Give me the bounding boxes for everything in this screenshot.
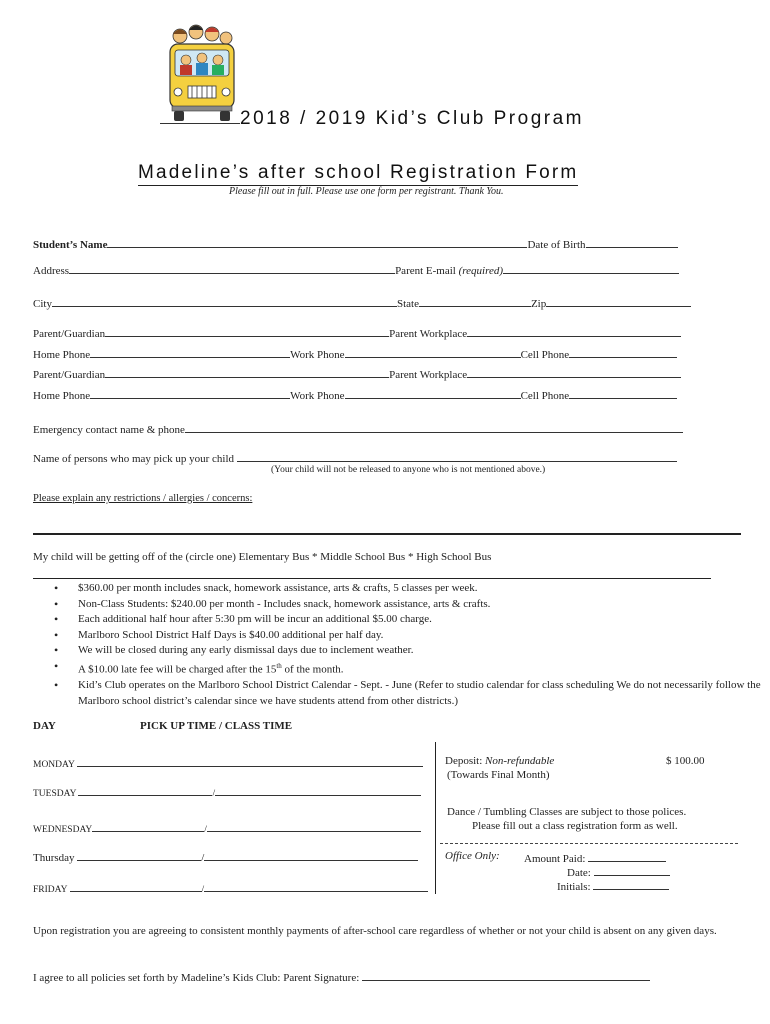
day-label: MONDAY [33,760,75,770]
schedule-row-friday: FRIDAY / [33,880,428,895]
agreement-text: Upon registration you are agreeing to consistent monthly payments of after-school care regardless of whether or not your child is absent on any given days. [33,925,717,937]
tuesday-class-field[interactable] [215,784,421,796]
policy-item: • We will be closed during any early dismissal days due to inclement weather. [78,643,768,659]
amount-paid-row [524,850,666,865]
late-fee-tail: of the month. [281,663,344,676]
deposit-type: Non-refundable [485,755,555,767]
schedule-row-tuesday: TUESDAY / [33,784,421,799]
pickup-persons-field[interactable] [237,450,677,462]
dob-label: Date of Birth [527,239,586,251]
work-phone-field[interactable] [345,346,521,358]
office-date-field[interactable] [594,864,670,876]
parent-workplace-label: Parent Workplace [389,328,468,340]
day-label: TUESDAY [33,789,77,799]
panel-divider [435,742,436,894]
day-label: Thursday [33,852,75,864]
thursday-class-field[interactable] [204,849,418,861]
day-header: DAY [33,720,56,732]
home-phone-label: Home Phone [33,349,91,361]
phone2-row [33,387,677,402]
late-fee-ordinal: th [276,661,282,670]
policy-list [52,581,768,709]
deposit-note: (Towards Final Month) [447,769,550,781]
late-fee-text: A $10.00 late fee will be charged after the 15 [78,663,277,676]
student-name-row [33,236,678,251]
cell-phone-label: Cell Phone [520,390,570,402]
home-phone-label: Home Phone [33,390,91,402]
friday-class-field[interactable] [204,880,428,892]
parent1-row [33,325,681,340]
wednesday-class-field[interactable] [207,820,421,832]
address-row [33,262,679,277]
zip-field[interactable] [546,295,691,307]
program-title: 2018 / 2019 Kid’s Club Program [160,103,584,130]
policy-item: • $360.00 per month includes snack, homework assistance, arts & crafts, 5 classes per week. [78,581,768,597]
office-only-label: Office Only: [445,850,500,862]
home-phone-field[interactable] [90,387,290,399]
home-phone-field[interactable] [90,346,290,358]
schedule-row-wednesday: WEDNESDAY / [33,820,421,835]
initials-label: Initials: [557,881,591,893]
initials-row [557,878,669,893]
form-title: Madeline’s after school Registration Form [138,161,578,186]
pickup-persons-label: Name of persons who may pick up your child [33,453,235,465]
emergency-contact-field[interactable] [185,421,683,433]
schedule-row-monday [33,755,423,770]
policy-item: • Kid’s Club operates on the Marlboro School District Calendar - Sept. - June (Refer to studio calendar for class scheduling We do not necessarily follow the Marlboro school district’s calendar since we have students attend from other districts.) [78,678,768,709]
amount-paid-field[interactable] [588,850,666,862]
friday-pickup-field[interactable] [70,880,202,892]
work-phone-field[interactable] [345,387,521,399]
deposit-label: Deposit: [445,755,483,767]
parent-guardian-label: Parent/Guardian [33,328,106,340]
monday-time-field[interactable] [77,755,423,767]
policy-item [78,659,768,678]
emergency-contact-row [33,421,683,436]
dob-field[interactable] [586,236,678,248]
cell-phone-label: Cell Phone [520,349,570,361]
phone1-row [33,346,677,361]
work-phone-label: Work Phone [290,390,345,402]
parent2-row [33,366,681,381]
parent-guardian-field[interactable] [105,325,389,337]
tuesday-pickup-field[interactable] [78,784,212,796]
pickup-note: (Your child will not be released to anyone who is not mentioned above.) [271,465,546,475]
state-label: State [396,298,419,310]
form-instructions: Please fill out in full. Please use one form per registrant. Thank You. [229,186,504,197]
office-date-label: Date: [567,867,591,879]
city-label: City [33,298,52,310]
signature-label: I agree to all policies set forth by Madeline’s Kids Club: Parent Signature: [33,972,360,984]
city-row [33,295,691,310]
policy-item: • Each additional half hour after 5:30 pm will be incur an additional $5.00 charge. [78,612,768,628]
parent-workplace-field[interactable] [467,325,681,337]
deposit-line [445,755,554,767]
emergency-contact-label: Emergency contact name & phone [33,424,185,436]
parent-email-required: (required) [458,265,504,277]
dance-note-1: Dance / Tumbling Classes are subject to those polices. [447,806,687,818]
day-label: WEDNESDAY [33,825,93,835]
parent-email-label: Parent E-mail [395,265,456,277]
initials-field[interactable] [593,878,669,890]
work-phone-label: Work Phone [290,349,345,361]
day-label: FRIDAY [33,885,68,895]
restrictions-label: Please explain any restrictions / allergies / concerns: [33,493,253,504]
wednesday-pickup-field[interactable] [92,820,204,832]
thursday-pickup-field[interactable] [77,849,201,861]
cell-phone-field[interactable] [569,387,677,399]
parent-workplace-field[interactable] [467,366,681,378]
policy-item: • Marlboro School District Half Days is $40.00 additional per half day. [78,628,768,644]
signature-field[interactable] [362,969,650,981]
bus-underline [33,578,711,579]
parent-guardian-label: Parent/Guardian [33,369,106,381]
time-header: PICK UP TIME / CLASS TIME [140,720,293,732]
deposit-amount: $ 100.00 [666,755,705,767]
city-field[interactable] [52,295,397,307]
policy-item: • Non-Class Students: $240.00 per month - Includes snack, homework assistance, arts & crafts. [78,597,768,613]
zip-label: Zip [530,298,547,310]
student-name-label: Student’s Name [33,239,108,251]
address-label: Address [33,265,70,277]
parent-guardian-field[interactable] [105,366,389,378]
amount-paid-label: Amount Paid: [524,853,586,865]
bus-prompt: My child will be getting off of the (circle one) Elementary Bus * Middle School Bus * High School Bus [33,551,492,563]
office-divider [440,843,738,844]
student-name-field[interactable] [107,236,527,248]
restrictions-divider [33,533,741,535]
dance-note-2: Please fill out a class registration form as well. [472,820,678,832]
address-field[interactable] [69,262,395,274]
cell-phone-field[interactable] [569,346,677,358]
parent-workplace-label: Parent Workplace [389,369,468,381]
state-field[interactable] [419,295,531,307]
signature-row [33,969,650,984]
pickup-persons-row [33,450,677,465]
office-date-row [567,864,670,879]
parent-email-field[interactable] [503,262,679,274]
schedule-row-thursday: Thursday / [33,849,418,864]
